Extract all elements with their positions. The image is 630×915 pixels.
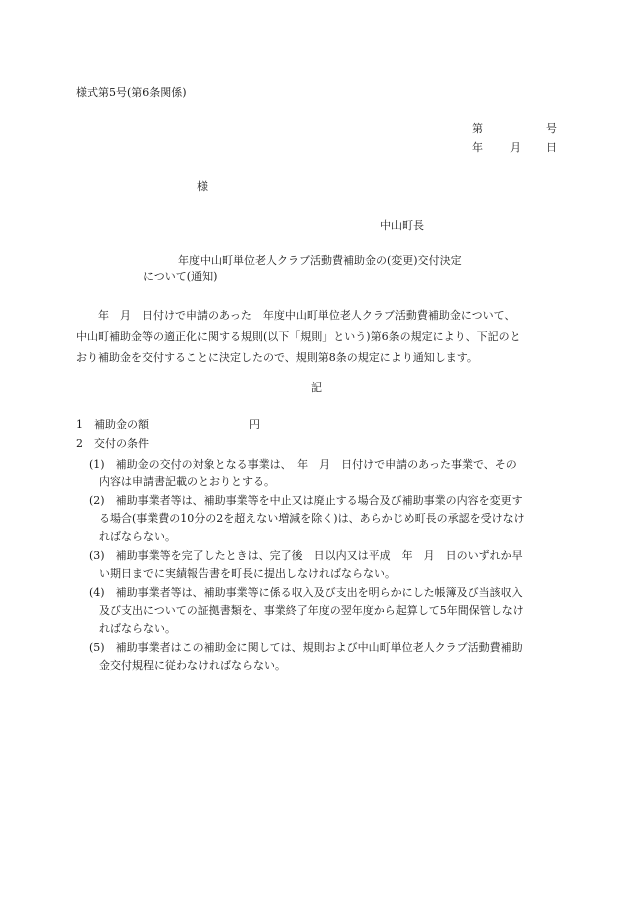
title-line-1: 年度中山町単位老人クラブ活動費補助金の(変更)交付決定 xyxy=(178,254,462,267)
form-number: 様式第5号(第6条関係) xyxy=(76,86,187,99)
doc-number-prefix: 第 xyxy=(472,122,483,135)
sender: 中山町長 xyxy=(380,219,424,232)
condition-line: (5) 補助事業者はこの補助金に関しては、規則および中山町単位老人クラブ活動費補助 xyxy=(89,641,523,654)
date-month: 月 xyxy=(510,141,521,154)
item-amount xyxy=(76,418,260,432)
condition-line: る場合(事業費の10分の2を超えない増減を除く)は、あらかじめ町長の承認を受けなけ xyxy=(99,512,525,525)
item-conditions: 2 交付の条件 xyxy=(76,437,149,450)
condition-line: (2) 補助事業者等は、補助事業等を中止又は廃止する場合及び補助事業の内容を変更す xyxy=(89,494,523,507)
body-line: 年 月 日付けで申請のあった 年度中山町単位老人クラブ活動費補助金について、 xyxy=(98,309,516,322)
condition-line: い期日までに実績報告書を町長に提出しなければならない。 xyxy=(99,567,396,580)
item-amount-unit: 円 xyxy=(249,418,260,431)
condition-line: (4) 補助事業者等は、補助事業等に係る収入及び支出を明らかにした帳簿及び当該収入 xyxy=(89,586,523,599)
condition-line: (1) 補助金の交付の対象となる事業は、 年 月 日付けで申請のあった事業で、その xyxy=(89,458,517,471)
body-line: 中山町補助金等の適正化に関する規則(以下「規則」という)第6条の規定により、下記のと xyxy=(76,330,521,343)
date-year: 年 xyxy=(472,141,483,154)
body-line: おり補助金を交付することに決定したので、規則第8条の規定により通知します。 xyxy=(76,351,478,364)
date-day: 日 xyxy=(546,141,557,154)
condition-line: (3) 補助事業等を完了したときは、完了後 日以内又は平成 年 月 日のいずれか早 xyxy=(89,549,523,562)
condition-line: ればならない。 xyxy=(99,530,176,543)
condition-line: 及び支出についての証拠書類を、事業終了年度の翌年度から起算して5年間保管しなけ xyxy=(99,604,524,617)
condition-line: ればならない。 xyxy=(99,622,176,635)
ki-heading: 記 xyxy=(311,381,322,394)
addressee: 様 xyxy=(197,180,208,193)
item-amount-label: 1 補助金の額 xyxy=(76,418,149,431)
doc-number-suffix: 号 xyxy=(546,122,557,135)
body-paragraph xyxy=(76,305,566,368)
condition-line: 内容は申請書記載のとおりとする。 xyxy=(99,475,275,488)
title-line-2: について(通知) xyxy=(143,270,218,283)
condition-line: 金交付規程に従わなければならない。 xyxy=(99,659,286,672)
